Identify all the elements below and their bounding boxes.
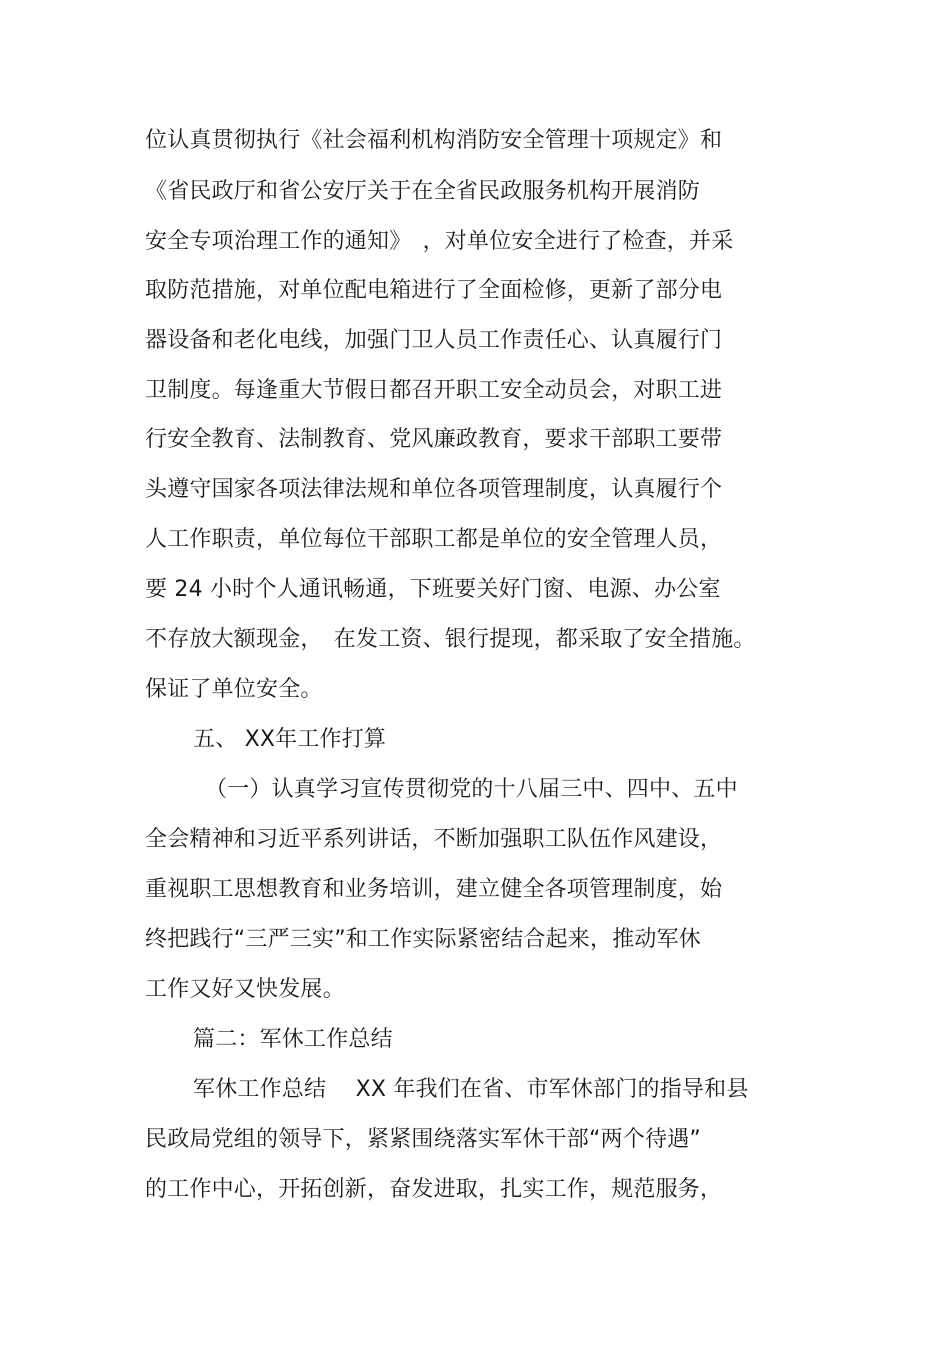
text-line: 头遵守国家各项法律法规和单位各项管理制度，认真履行个 bbox=[145, 477, 723, 502]
text-line: 《省民政厅和省公安厅关于在全省民政服务机构开展消防 bbox=[145, 179, 701, 204]
text-line: 卫制度。每逢重大节假日都召开职工安全动员会，对职工进 bbox=[145, 378, 723, 403]
text-line: 取防范措施，对单位配电箱进行了全面检修，更新了部分电 bbox=[145, 278, 723, 303]
text-line: 工作又好又快发展。 bbox=[145, 977, 345, 1002]
text-line: 人工作职责，单位每位干部职工都是单位的安全管理人员， bbox=[145, 527, 723, 552]
text-line: 重视职工思想教育和业务培训，建立健全各项管理制度，始 bbox=[145, 877, 723, 902]
text-line: （一）认真学习宣传贯彻党的十八届三中、四中、五中 bbox=[205, 777, 738, 802]
text-line: 民政局党组的领导下，紧紧围绕落实军休干部“两个待遇” bbox=[145, 1127, 701, 1152]
text-line: 器设备和老化电线，加强门卫人员工作责任心、认真履行门 bbox=[145, 328, 723, 353]
text-line: 要 24 小时个人通讯畅通，下班要关好门窗、电源、办公室 bbox=[145, 577, 721, 602]
text-line: 位认真贯彻执行《社会福利机构消防安全管理十项规定》和 bbox=[145, 128, 723, 153]
text-line: 全会精神和习近平系列讲话，不断加强职工队伍作风建设， bbox=[145, 827, 723, 852]
text-line: 的工作中心，开拓创新，奋发进取，扎实工作，规范服务， bbox=[145, 1177, 723, 1202]
text-line: 终把践行“三严三实”和工作实际紧密结合起来，推动军休 bbox=[145, 927, 701, 952]
text-line: 不存放大额现金， 在发工资、银行提现，都采取了安全措施。 bbox=[145, 627, 756, 652]
text-line: 安全专项治理工作的通知》 ，对单位安全进行了检查，并采 bbox=[145, 229, 734, 254]
section-heading: 篇二：军休工作总结 bbox=[193, 1027, 393, 1052]
text-line: 军休工作总结 XX 年我们在省、市军休部门的指导和县 bbox=[193, 1077, 749, 1102]
section-heading: 五、 XX年工作打算 bbox=[193, 727, 387, 752]
text-line: 行安全教育、法制教育、党风廉政教育，要求干部职工要带 bbox=[145, 427, 723, 452]
text-line: 保证了单位安全。 bbox=[145, 677, 323, 702]
